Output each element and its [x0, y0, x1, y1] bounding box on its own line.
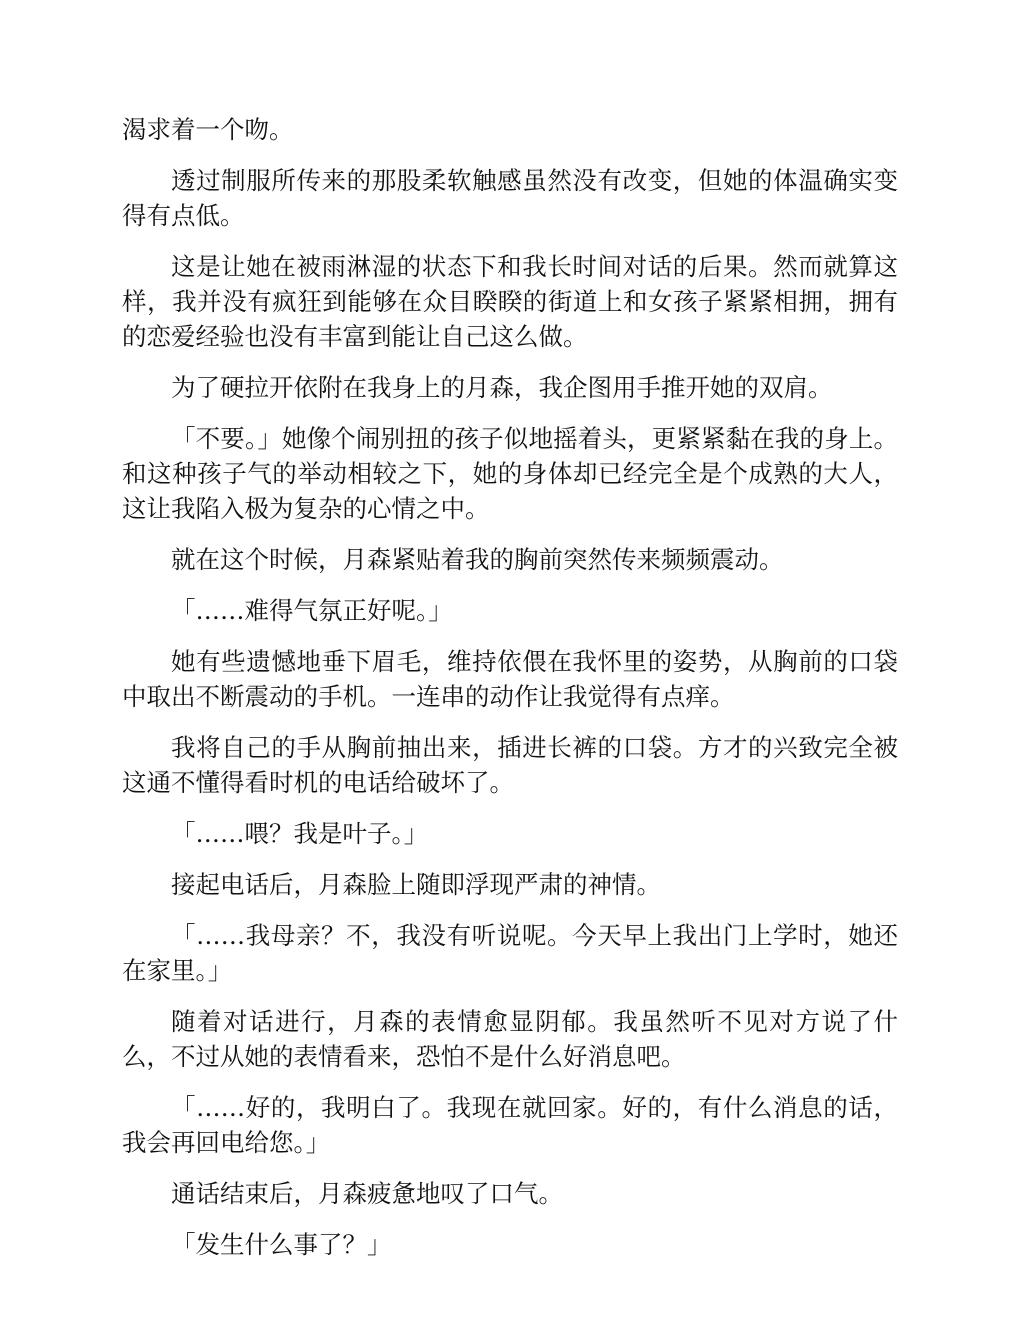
paragraph: 「……好的，我明白了。我现在就回家。好的，有什么消息的话，我会再回电给您。」	[122, 1093, 898, 1157]
paragraph: 随着对话进行，月森的表情愈显阴郁。我虽然听不见对方说了什么，不过从她的表情看来，恐怕不是什么好消息吧。	[122, 1007, 898, 1071]
paragraph: 这是让她在被雨淋湿的状态下和我长时间对话的后果。然而就算这样，我并没有疯狂到能够在众目睽睽的街道上和女孩子紧紧相拥，拥有的恋爱经验也没有丰富到能让自己这么做。	[122, 252, 898, 351]
paragraph: 接起电话后，月森脸上随即浮现严肃的神情。	[171, 870, 661, 899]
paragraph: 通话结束后，月森疲惫地叹了口气。	[171, 1179, 563, 1208]
paragraph: 透过制服所传来的那股柔软触感虽然没有改变，但她的体温确实变得有点低。	[122, 166, 898, 230]
paragraph: 渴求着一个吻。	[122, 115, 294, 144]
paragraph: 我将自己的手从胸前抽出来，插进长裤的口袋。方才的兴致完全被这通不懂得看时机的电话给破坏了。	[122, 733, 898, 797]
paragraph: 「……喂？我是叶子。」	[171, 819, 429, 848]
text-body	[122, 112, 898, 1278]
paragraph: 就在这个时候，月森紧贴着我的胸前突然传来频频震动。	[171, 545, 784, 574]
paragraph: 「不要。」她像个闹别扭的孩子似地摇着头，更紧紧黏在我的身上。和这种孩子气的举动相较之下，她的身体却已经完全是个成熟的大人，这让我陷入极为复杂的心情之中。	[122, 424, 898, 523]
paragraph: 「……难得气氛正好呢。」	[171, 596, 453, 625]
paragraph: 「……我母亲？不，我没有听说呢。今天早上我出门上学时，她还在家里。」	[122, 921, 898, 985]
paragraph: 「发生什么事了？」	[171, 1230, 392, 1259]
paragraph: 她有些遗憾地垂下眉毛，维持依偎在我怀里的姿势，从胸前的口袋中取出不断震动的手机。一连串的动作让我觉得有点痒。	[122, 647, 898, 711]
paragraph: 为了硬拉开依附在我身上的月森，我企图用手推开她的双肩。	[171, 373, 833, 402]
